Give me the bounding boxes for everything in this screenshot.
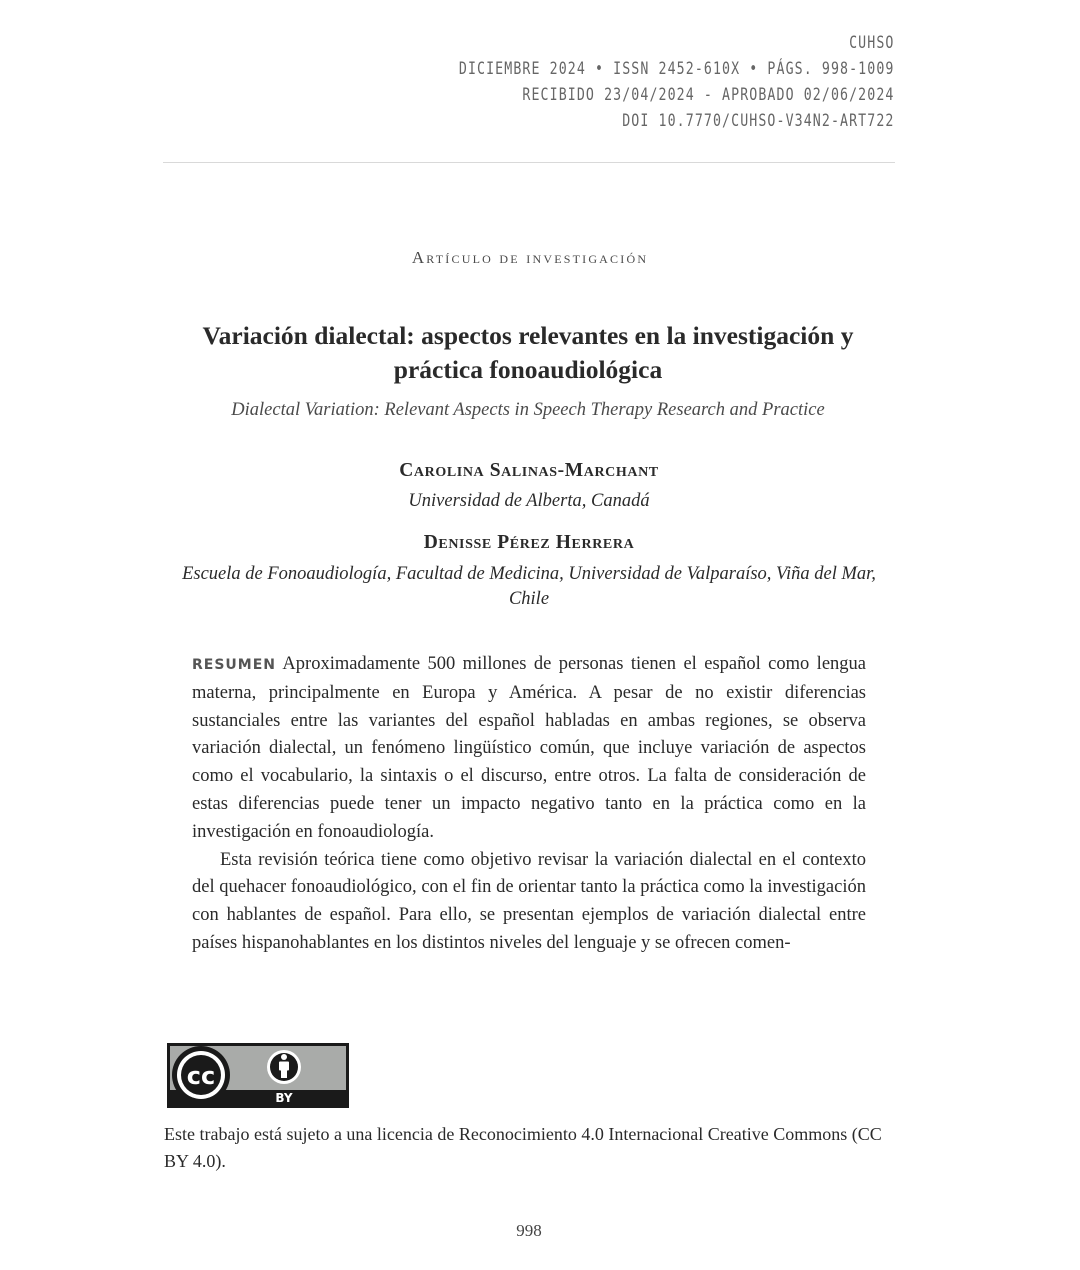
abstract-paragraph: Esta revisión teórica tiene como objetivo revisar la variación dialectal en el contexto del quehacer fonoaudiológico, con el fin de orientar tanto la práctica como la investigación con hablantes de español. Para ello, se presentan ejemplos de variación dialectal entre países hispanohablantes en los distintos niveles del lenguaje y se ofrecen comen- <box>192 849 866 953</box>
license-text: Este trabajo está sujeto a una licencia de Reconocimiento 4.0 Internacional Creative Commons (CC BY 4.0). <box>164 1124 882 1171</box>
abstract-text: Aproximadamente 500 millones de personas tienen el español como lengua materna, principalmente en Europa y América. A pesar de no existir diferencias sustanciales entre las variantes del español habladas en ambas regiones, se observa variación dialectal, un fenómeno lingüístico común, que incluye variación de aspectos como el vocabulario, la sintaxis o el discurso, entre otros. La falta de consideración de estas diferencias puede tener un impacto negativo tanto en la práctica como en la investigación en fonoaudiología. <box>192 654 866 842</box>
attribution-icon <box>267 1050 301 1084</box>
journal-header <box>458 30 894 134</box>
dates-line: RECIBIDO 23/04/2024 - APROBADO 02/06/2024 <box>521 85 894 105</box>
journal-name: CUHSO <box>848 33 894 53</box>
abstract-label: RESUMEN <box>192 657 277 673</box>
article-title: Variación dialectal: aspectos relevantes en la investigación y práctica fonoaudiológica <box>202 321 854 384</box>
by-label: BY <box>275 1091 293 1105</box>
page-number: 998 <box>516 1221 542 1240</box>
abstract-paragraph <box>192 651 866 847</box>
header-divider <box>163 162 895 163</box>
doi-line: DOI 10.7770/CUHSO-V34N2-ART722 <box>621 111 894 131</box>
abstract <box>192 651 866 958</box>
author-affiliation: Universidad de Alberta, Canadá <box>408 491 650 511</box>
author-name: Denisse Pérez Herrera <box>423 532 635 553</box>
cc-text: cc <box>186 1062 216 1090</box>
author-name: Carolina Salinas-Marchant <box>399 460 659 481</box>
author-affiliation: Escuela de Fonoaudiología, Facultad de Medicina, Universidad de Valparaíso, Viña del Mar, Chile <box>182 564 876 609</box>
section-label: Artículo de investigación <box>411 248 649 267</box>
article-subtitle: Dialectal Variation: Relevant Aspects in Speech Therapy Research and Practice <box>231 400 825 420</box>
cc-icon <box>172 1046 230 1104</box>
cc-by-license-badge[interactable] <box>167 1043 349 1108</box>
issue-line: DICIEMBRE 2024 • ISSN 2452-610X • PÁGS. 998-1009 <box>458 59 894 79</box>
